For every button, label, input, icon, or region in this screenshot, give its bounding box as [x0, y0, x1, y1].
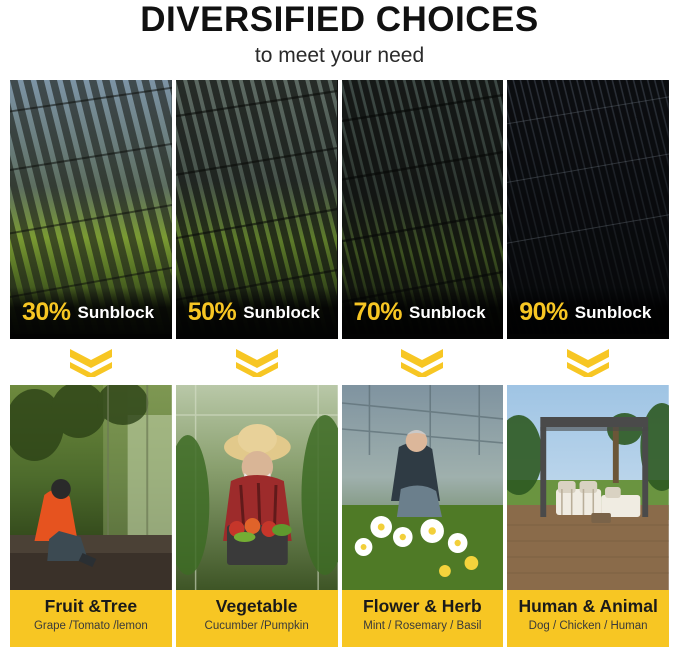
worker-in-orchard-image	[10, 385, 172, 590]
photo-orchard	[10, 385, 172, 590]
usage-subtitle: Cucumber /Pumpkin	[204, 619, 309, 632]
usage-card-fruit-tree	[10, 385, 172, 647]
shade-label-bar-70	[342, 287, 504, 339]
usage-title: Flower & Herb	[363, 595, 482, 616]
usage-subtitle: Mint / Rosemary / Basil	[363, 619, 482, 632]
usage-subtitle: Dog / Chicken / Human	[528, 619, 648, 632]
shade-label: Sunblock	[574, 302, 652, 322]
usage-card-flower-herb	[342, 385, 504, 647]
photo-patio	[507, 385, 669, 590]
shade-label-bar-50	[176, 287, 338, 339]
arrow-cell-4	[507, 347, 669, 377]
shade-card-90	[507, 80, 669, 339]
usage-card-vegetable	[176, 385, 338, 647]
caption-fruit-tree	[10, 590, 172, 647]
usage-title: Human & Animal	[518, 595, 658, 616]
arrow-cell-2	[176, 347, 338, 377]
chevron-down-icon	[565, 347, 611, 377]
usage-cards-row	[10, 385, 669, 647]
caption-flower-herb	[342, 590, 504, 647]
farmer-with-vegetable-crate-image	[176, 385, 338, 590]
shade-label: Sunblock	[77, 302, 155, 322]
arrow-row	[10, 339, 669, 385]
page-title: DIVERSIFIED CHOICES	[140, 0, 539, 39]
shade-label-bar-30	[10, 287, 172, 339]
arrow-cell-1	[10, 347, 172, 377]
photo-vegetable	[176, 385, 338, 590]
photo-flower	[342, 385, 504, 590]
header	[10, 0, 669, 68]
shade-percent: 70%	[353, 298, 403, 327]
chevron-down-icon	[68, 347, 114, 377]
chevron-down-icon	[234, 347, 280, 377]
caption-human-animal	[507, 590, 669, 647]
shade-label: Sunblock	[243, 302, 320, 322]
shade-cards-row	[10, 80, 669, 339]
gardener-with-flowers-image	[342, 385, 504, 590]
usage-subtitle: Grape /Tomato /lemon	[33, 619, 148, 632]
arrow-cell-3	[342, 347, 504, 377]
shade-percent: 90%	[519, 298, 568, 327]
chevron-down-icon	[399, 347, 445, 377]
shade-card-30	[10, 80, 172, 339]
usage-title: Fruit &Tree	[44, 595, 138, 616]
shade-percent: 30%	[22, 298, 71, 327]
page-subtitle: to meet your need	[254, 43, 425, 67]
usage-card-human-animal	[507, 385, 669, 647]
shade-label-bar-90	[507, 287, 669, 339]
shade-label: Sunblock	[409, 302, 486, 322]
patio-pergola-lounge-image	[507, 385, 669, 590]
shade-percent: 50%	[187, 298, 237, 327]
shade-card-70	[342, 80, 504, 339]
shade-card-50	[176, 80, 338, 339]
caption-vegetable	[176, 590, 338, 647]
usage-title: Vegetable	[215, 595, 298, 616]
